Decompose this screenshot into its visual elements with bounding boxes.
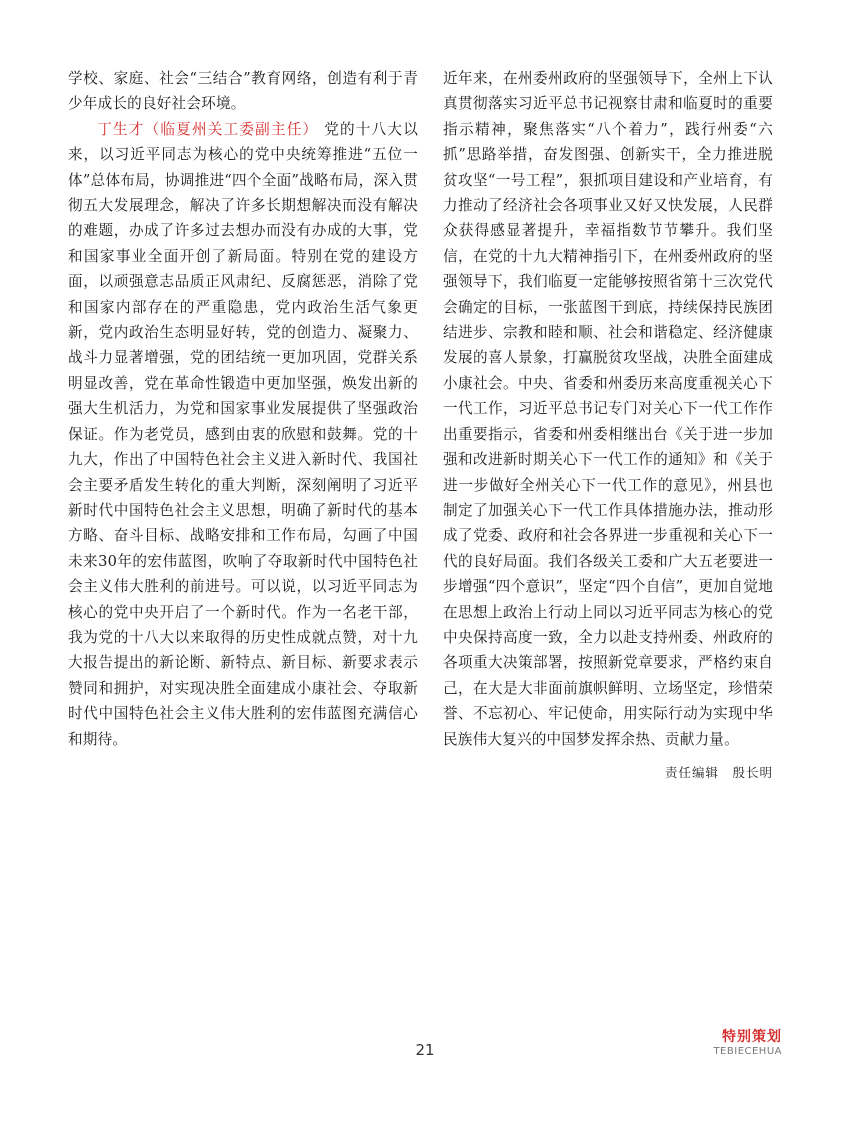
section-title-cn: 特别策划 (722, 1029, 782, 1045)
section-title-en: TEBIECEHUA (713, 1046, 782, 1057)
right-column (443, 66, 773, 785)
left-paragraph-2 (68, 117, 418, 752)
left-column (68, 66, 418, 752)
responsible-editor: 责任编辑 殷长明 (664, 764, 773, 780)
page-number: 21 (415, 1041, 435, 1059)
section-label (713, 1028, 782, 1058)
speaker-statement: 党的十八大以来，以习近平同志为核心的党中央统筹推进“五位一体”总体布局，协调推进“四个全面”战略布局，深入贯彻五大发展理念，解决了许多长期想解决而没有解决的难题，办成了许多过去想办而没有办成的大事，党和国家事业全面开创了新局面。特别在党的建设方面，以顽强意志品质正风肃纪、反腐惩恶，消除了党和国家内部存在的严重隐患，党内政治生活气象更新，党内政治生态明显好转，党的创造力、凝聚力、战斗力显著增强，党的团结统一更加巩固，党群关系明显改善，党在革命性锻造中更加坚强，焕发出新的强大生机活力，为党和国家事业发展提供了坚强政治保证。作为老党员，感到由衷的欣慰和鼓舞。党的十九大，作出了中国特色社会主义进入新时代、我国社会主要矛盾发生转化的重大判断，深刻阐明了习近平新时代中国特色社会主义思想，明确了新时代的基本方略、奋斗目标、战略安排和工作布局，勾画了中国未来30年的宏伟蓝图，吹响了夺取新时代中国特色社会主义伟大胜利的前进号。可以说，以习近平同志为核心的党中央开启了一个新时代。作为一名老干部，我为党的十八大以来取得的历史性成就点赞，对十九大报告提出的新论断、新特点、新目标、新要求表示赞同和拥护，对实现决胜全面建成小康社会、夺取新时代中国特色社会主义伟大胜利的宏伟蓝图充满信心和期待。 (68, 120, 418, 748)
right-paragraph-1: 近年来，在州委州政府的坚强领导下，全州上下认真贯彻落实习近平总书记视察甘肃和临夏时的重要指示精神，聚焦落实“八个着力”，践行州委“六抓”思路举措，奋发图强、创新实干，全力推进脱贫攻坚“一号工程”，狠抓项目建设和产业培育，有力推动了经济社会各项事业又好又快发展，人民群众获得感显著提升，幸福指数节节攀升。我们坚信，在党的十九大精神指引下，在州委州政府的坚强领导下，我们临夏一定能够按照省第十三次党代会确定的目标，一张蓝图干到底，持续保持民族团结进步、宗教和睦和顺、社会和谐稳定、经济健康发展的喜人景象，打赢脱贫攻坚战，决胜全面建成小康社会。中央、省委和州委历来高度重视关心下一代工作，习近平总书记专门对关心下一代工作作出重要指示，省委和州委相继出台《关于进一步加强和改进新时期关心下一代工作的通知》和《关于进一步做好全州关心下一代工作的意见》，州县也制定了加强关心下一代工作具体措施办法，推动形成了党委、政府和社会各界进一步重视和关心下一代的良好局面。我们各级关工委和广大五老要进一步增强“四个意识”，坚定“四个自信”，更加自觉地在思想上政治上行动上同以习近平同志为核心的党中央保持高度一致，全力以赴支持州委、州政府的各项重大决策部署，按照新党章要求，严格约束自己，在大是大非面前旗帜鲜明、立场坚定，珍惜荣誉、不忘初心、牢记使命，用实际行动为实现中华民族伟大复兴的中国梦发挥余热、贡献力量。 (443, 70, 773, 748)
speaker-name: 丁生才（临夏州关工委副主任） (97, 120, 319, 138)
left-paragraph-1: 学校、家庭、社会“三结合”教育网络，创造有利于青少年成长的良好社会环境。 (68, 70, 418, 113)
